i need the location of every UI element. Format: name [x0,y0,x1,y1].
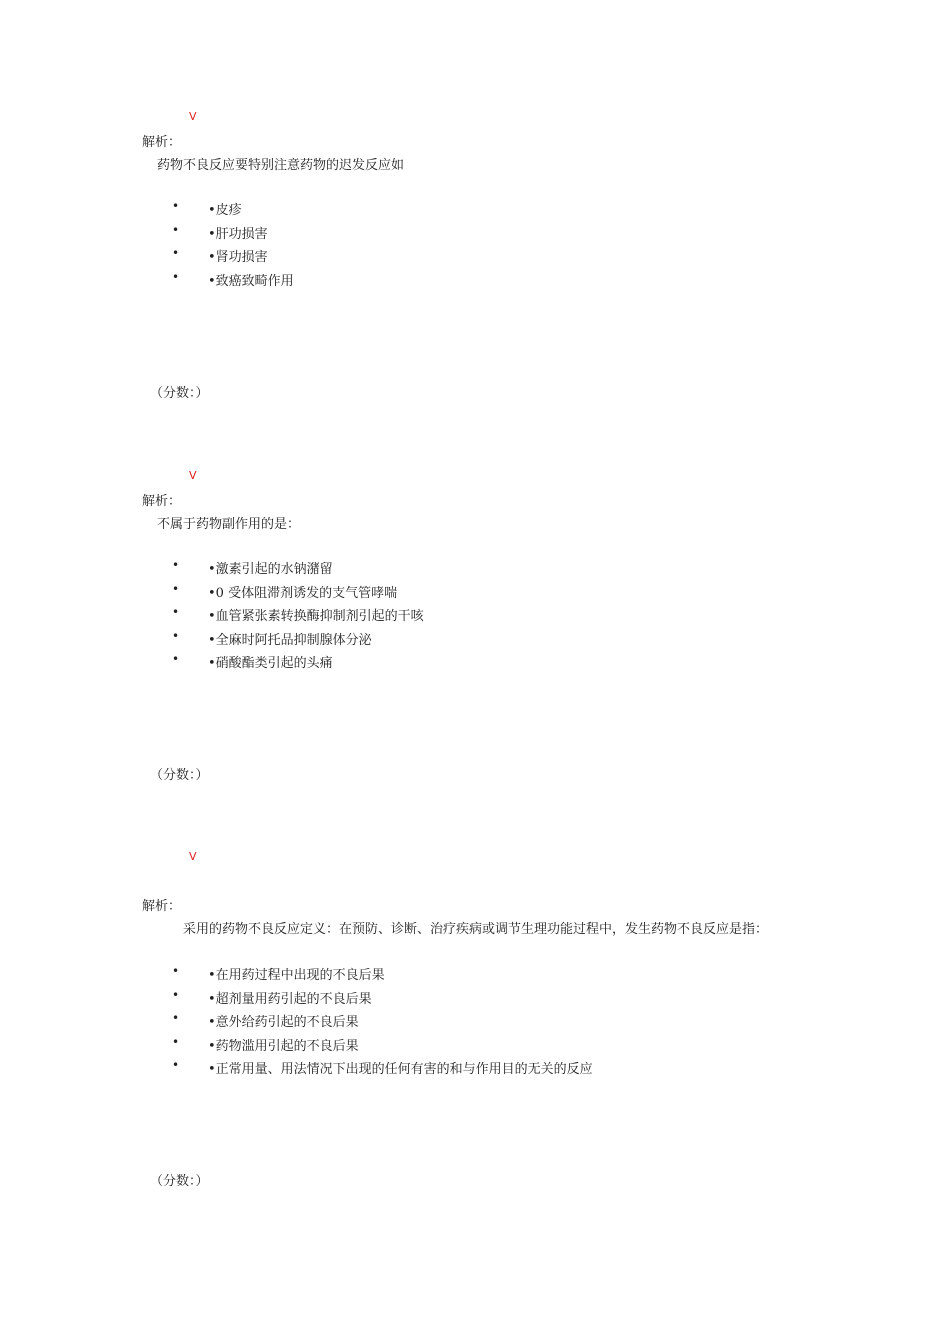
bullet: • [172,269,180,284]
option-text: •激素引起的水钠潴留 [208,562,333,577]
question-text: 不属于药物副作用的是： [157,517,301,532]
question-text: 药物不良反应要特别注意药物的迟发反应如 [157,158,405,173]
option-text: •药物滥用引起的不良后果 [208,1038,359,1054]
option-text: •超剂量用药引起的不良后果 [208,991,372,1007]
analysis-label: 解析： [142,135,182,150]
score-text: （分数：） [150,386,209,401]
bullet: • [172,987,180,1002]
correct-check-mark: V [189,110,197,123]
bullet: • [172,605,180,620]
option-text: •全麻时阿托品抑制腺体分泌 [208,632,372,648]
bullet: • [172,964,180,978]
analysis-label: 解析： [142,899,182,914]
option-text: •肾功损害 [208,250,268,266]
analysis-label: 解析： [142,494,182,509]
option-text: •在用药过程中出现的不良后果 [208,968,385,983]
option-text: •0 受体阻滞剂诱发的支气管哮喘 [208,585,398,601]
correct-check-mark: V [189,850,197,863]
option-text: •肝功损害 [208,226,268,242]
option-text: •硝酸酯类引起的头痛 [208,656,333,672]
option-text: •致癌致畸作用 [208,273,294,289]
option-text: •意外给药引起的不良后果 [208,1015,359,1031]
bullet: • [172,246,180,261]
bullet: • [172,199,180,213]
bullet: • [172,1011,180,1026]
score-text: （分数：） [150,1174,209,1189]
bullet: • [172,1058,180,1073]
bullet: • [172,558,180,572]
bullet: • [172,652,180,667]
question-text: 采用的药物不良反应定义：在预防、诊断、治疗疾病或调节生理功能过程中，发生药物不良反应是指： [183,922,769,937]
correct-check-mark: V [189,469,197,482]
option-text: •血管紧张素转换酶抑制剂引起的干咳 [208,609,424,625]
bullet: • [172,1034,180,1049]
option-text: •正常用量、用法情况下出现的任何有害的和与作用目的无关的反应 [208,1062,593,1078]
score-text: （分数：） [150,768,209,783]
bullet: • [172,628,180,643]
bullet: • [172,581,180,596]
bullet: • [172,222,180,237]
option-text: •皮疹 [208,203,242,218]
